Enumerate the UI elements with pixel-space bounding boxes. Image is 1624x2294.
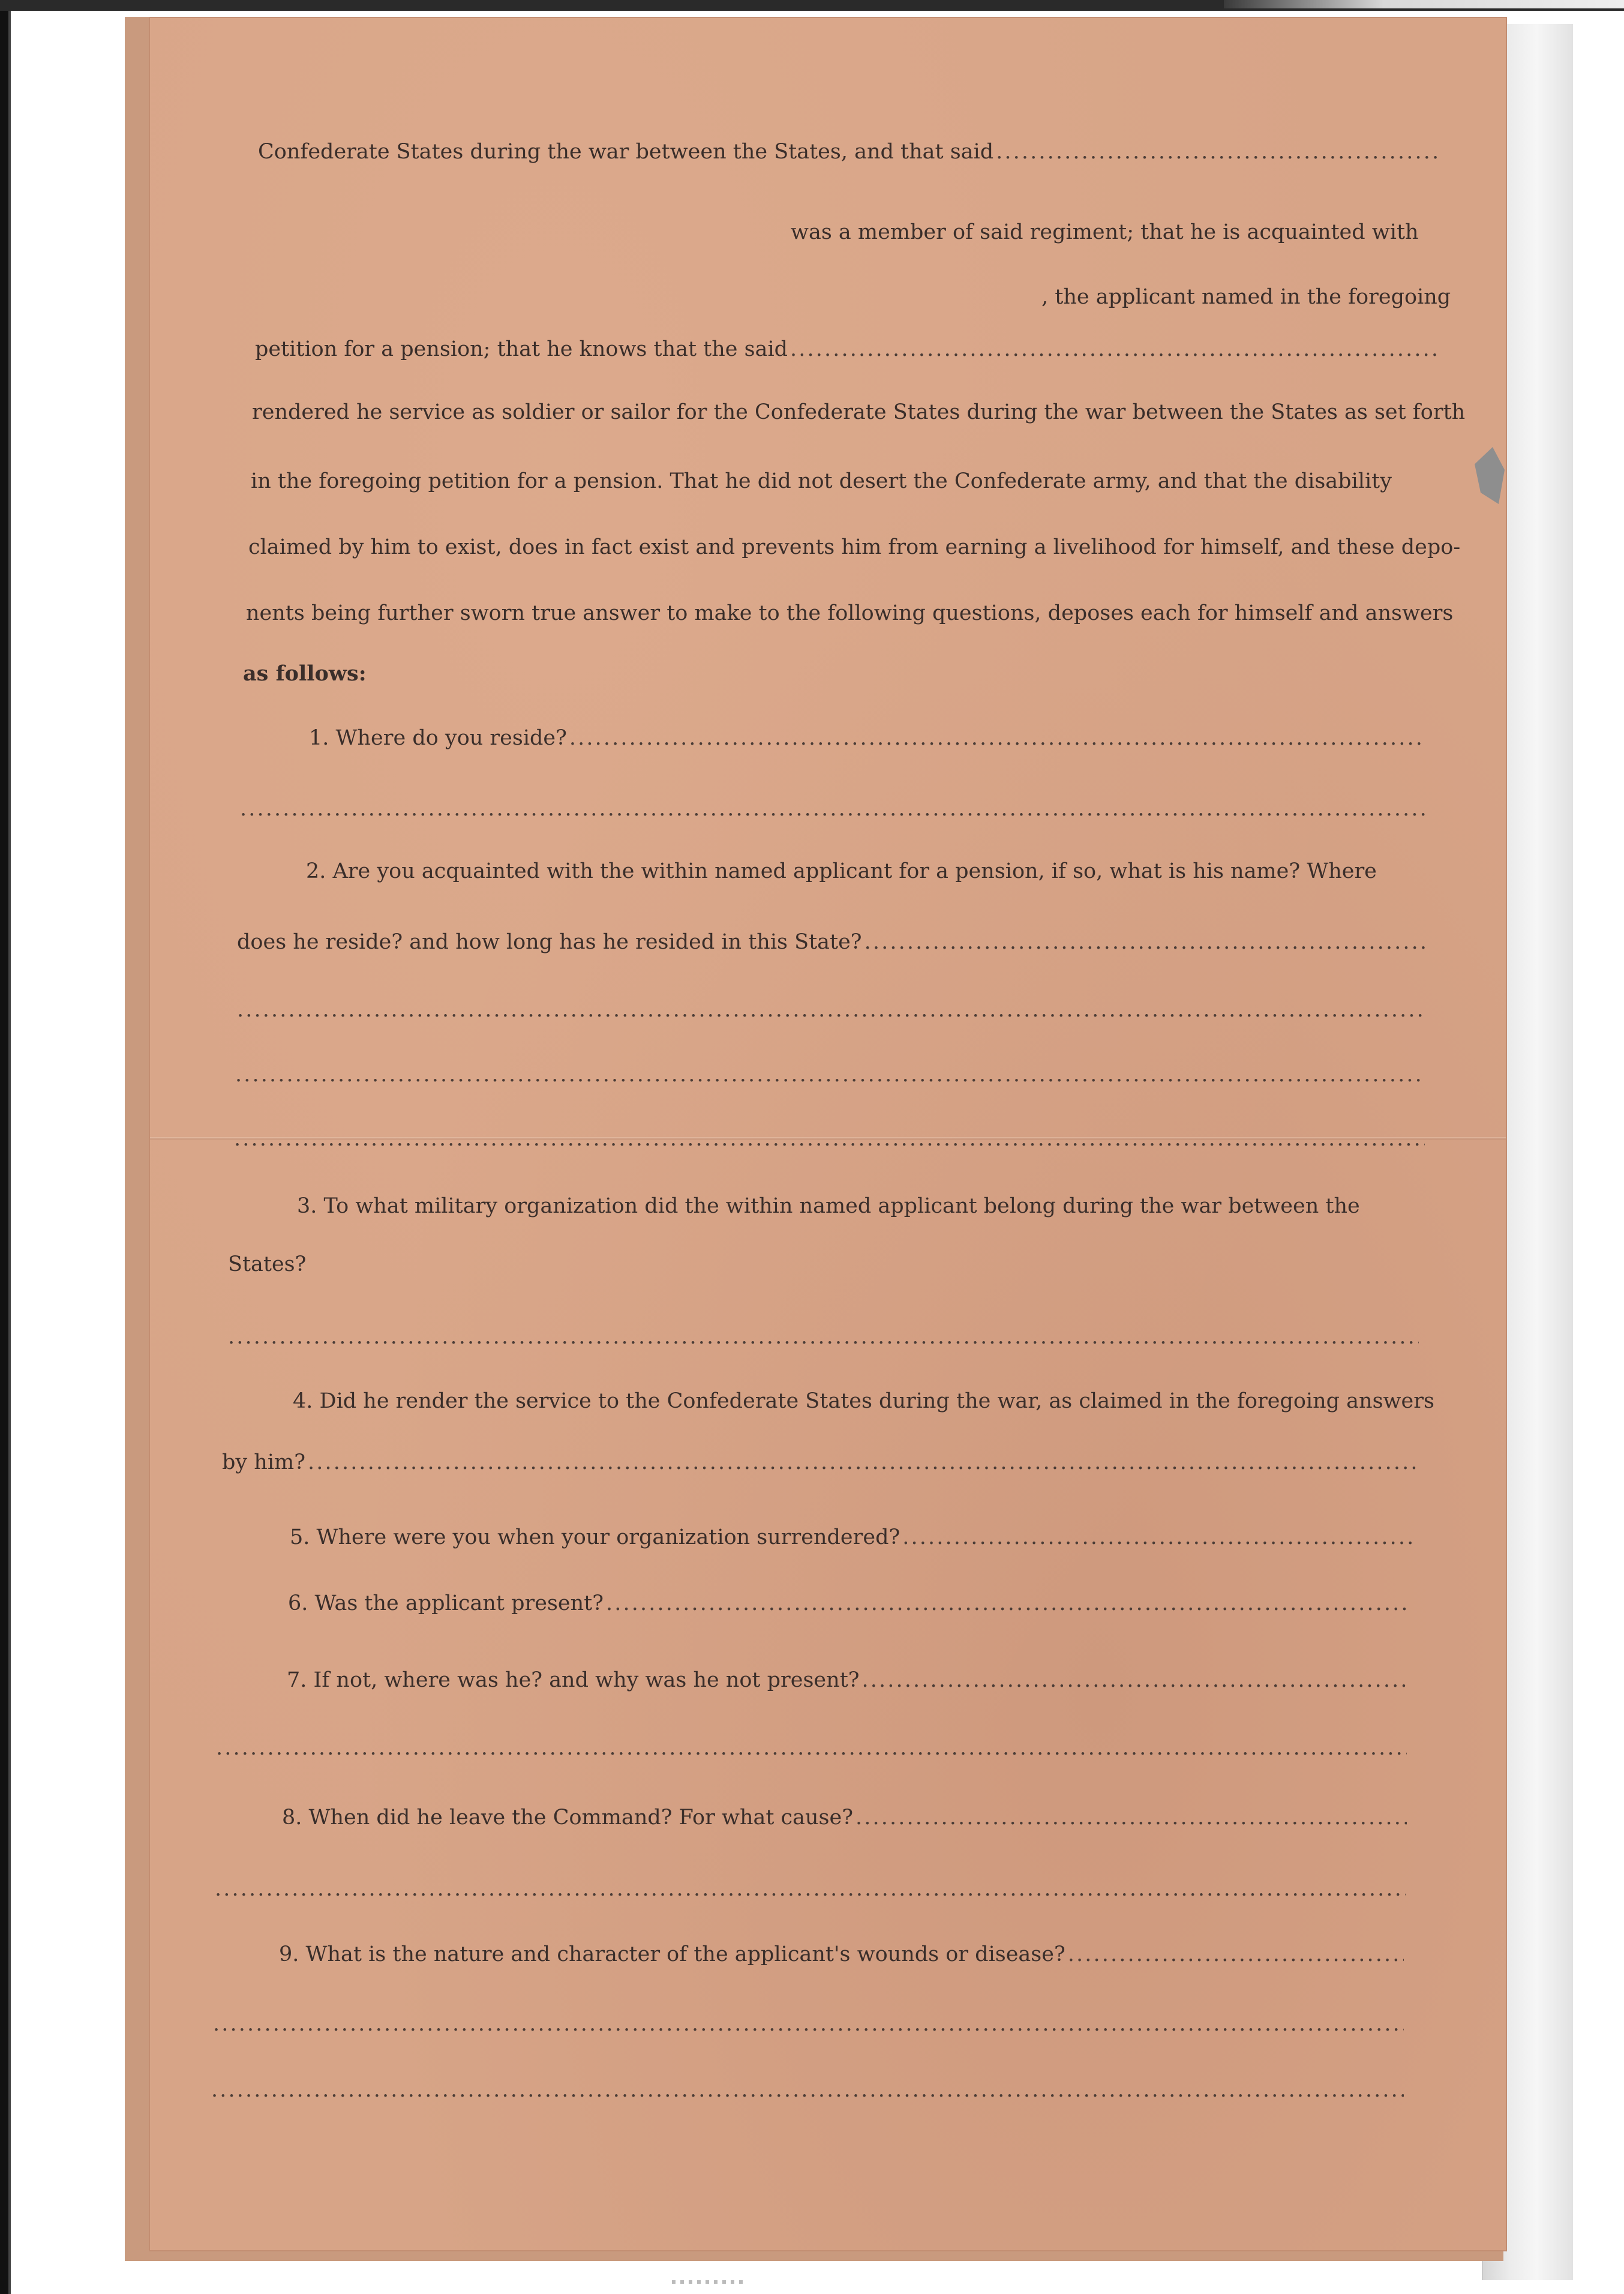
answer-field[interactable] [862,1670,1409,1691]
question-8-text: 8. When did he leave the Command? For what cause? [282,1806,853,1830]
answer-field[interactable] [855,1807,1407,1828]
answer-field[interactable] [308,1452,1416,1473]
question-3-line-2 [228,1254,306,1275]
answer-line[interactable] [216,1737,1407,1759]
question-6-text: 6. Was the applicant present? [288,1591,604,1615]
question-7 [287,1670,1409,1691]
answer-line[interactable] [240,798,1425,820]
question-4-text-2: by him? [222,1450,305,1474]
answer-line[interactable] [237,999,1425,1021]
scan-top-right-edge [1224,0,1624,8]
question-3-line-1 [297,1196,1422,1217]
question-8 [282,1807,1407,1828]
answer-line[interactable] [234,1128,1425,1150]
question-2-line-1 [306,861,1425,882]
question-1-text: 1. Where do you reside? [309,726,567,750]
intro-text-1: Confederate States during the war between the States, and that said [258,140,994,164]
blank-field[interactable] [996,142,1440,163]
intro-text-9: as follows: [243,661,367,686]
answer-line[interactable] [228,1326,1419,1348]
intro-text-6: in the foregoing petition for a pension. That he did not desert the Confederate army, and that the disability [251,469,1392,493]
question-9 [279,1944,1404,1965]
answer-field[interactable] [902,1527,1412,1548]
intro-line-5 [252,400,1466,424]
answer-field[interactable] [1068,1944,1404,1965]
blank-field[interactable] [790,339,1437,360]
answer-line[interactable] [215,1878,1406,1900]
intro-line-6 [251,471,1436,492]
intro-text-2: was a member of said regiment; that he is acquainted with [791,220,1419,244]
answer-field[interactable] [864,932,1425,953]
question-9-text: 9. What is the nature and character of the applicant's wounds or disease? [279,1942,1065,1966]
answer-line[interactable] [211,2079,1404,2101]
answer-field[interactable] [569,728,1425,749]
question-2-text-2: does he reside? and how long has he resided in this State? [237,930,862,954]
question-3-text-2: States? [228,1252,307,1276]
intro-text-5: rendered he service as soldier or sailor for the Confederate States during the war between the States as set forth [252,400,1466,424]
question-7-text: 7. If not, where was he? and why was he not present? [287,1668,860,1692]
question-2-text-1: 2. Are you acquainted with the within named applicant for a pension, if so, what is his name? Where [306,859,1377,883]
intro-text-7: claimed by him to exist, does in fact exist and prevents him from earning a livelihood for himself, and these depo- [248,535,1461,559]
intro-text-4: petition for a pension; that he knows that the said [255,337,788,361]
intro-line-8 [246,601,1454,625]
answer-line[interactable] [235,1064,1425,1085]
question-4-line-1 [293,1389,1434,1413]
intro-line-1 [258,142,1440,163]
answer-field[interactable] [606,1593,1410,1614]
question-1 [309,728,1425,749]
question-5-text: 5. Where were you when your organization surrendered? [290,1525,900,1549]
question-5 [290,1527,1412,1548]
intro-line-7 [248,535,1461,559]
question-6 [288,1593,1410,1614]
scan-bottom-mark [672,2280,744,2284]
intro-line-3 [258,285,1451,309]
intro-line-9 [243,663,367,684]
intro-line-4 [255,339,1437,360]
question-3-text-1: 3. To what military organization did the within named applicant belong during the war between the [297,1194,1360,1218]
intro-line-2 [258,222,1440,243]
intro-text-8: nents being further sworn true answer to make to the following questions, deposes each for himself and answers [246,601,1454,625]
answer-line[interactable] [213,2013,1404,2035]
question-4-line-2 [222,1452,1416,1473]
scanner-left-edge [0,11,19,2294]
question-4-text-1: 4. Did he render the service to the Confederate States during the war, as claimed in the foregoing answers [293,1389,1434,1413]
intro-text-3: , the applicant named in the foregoing [1041,285,1451,309]
question-2-line-2 [237,932,1425,953]
